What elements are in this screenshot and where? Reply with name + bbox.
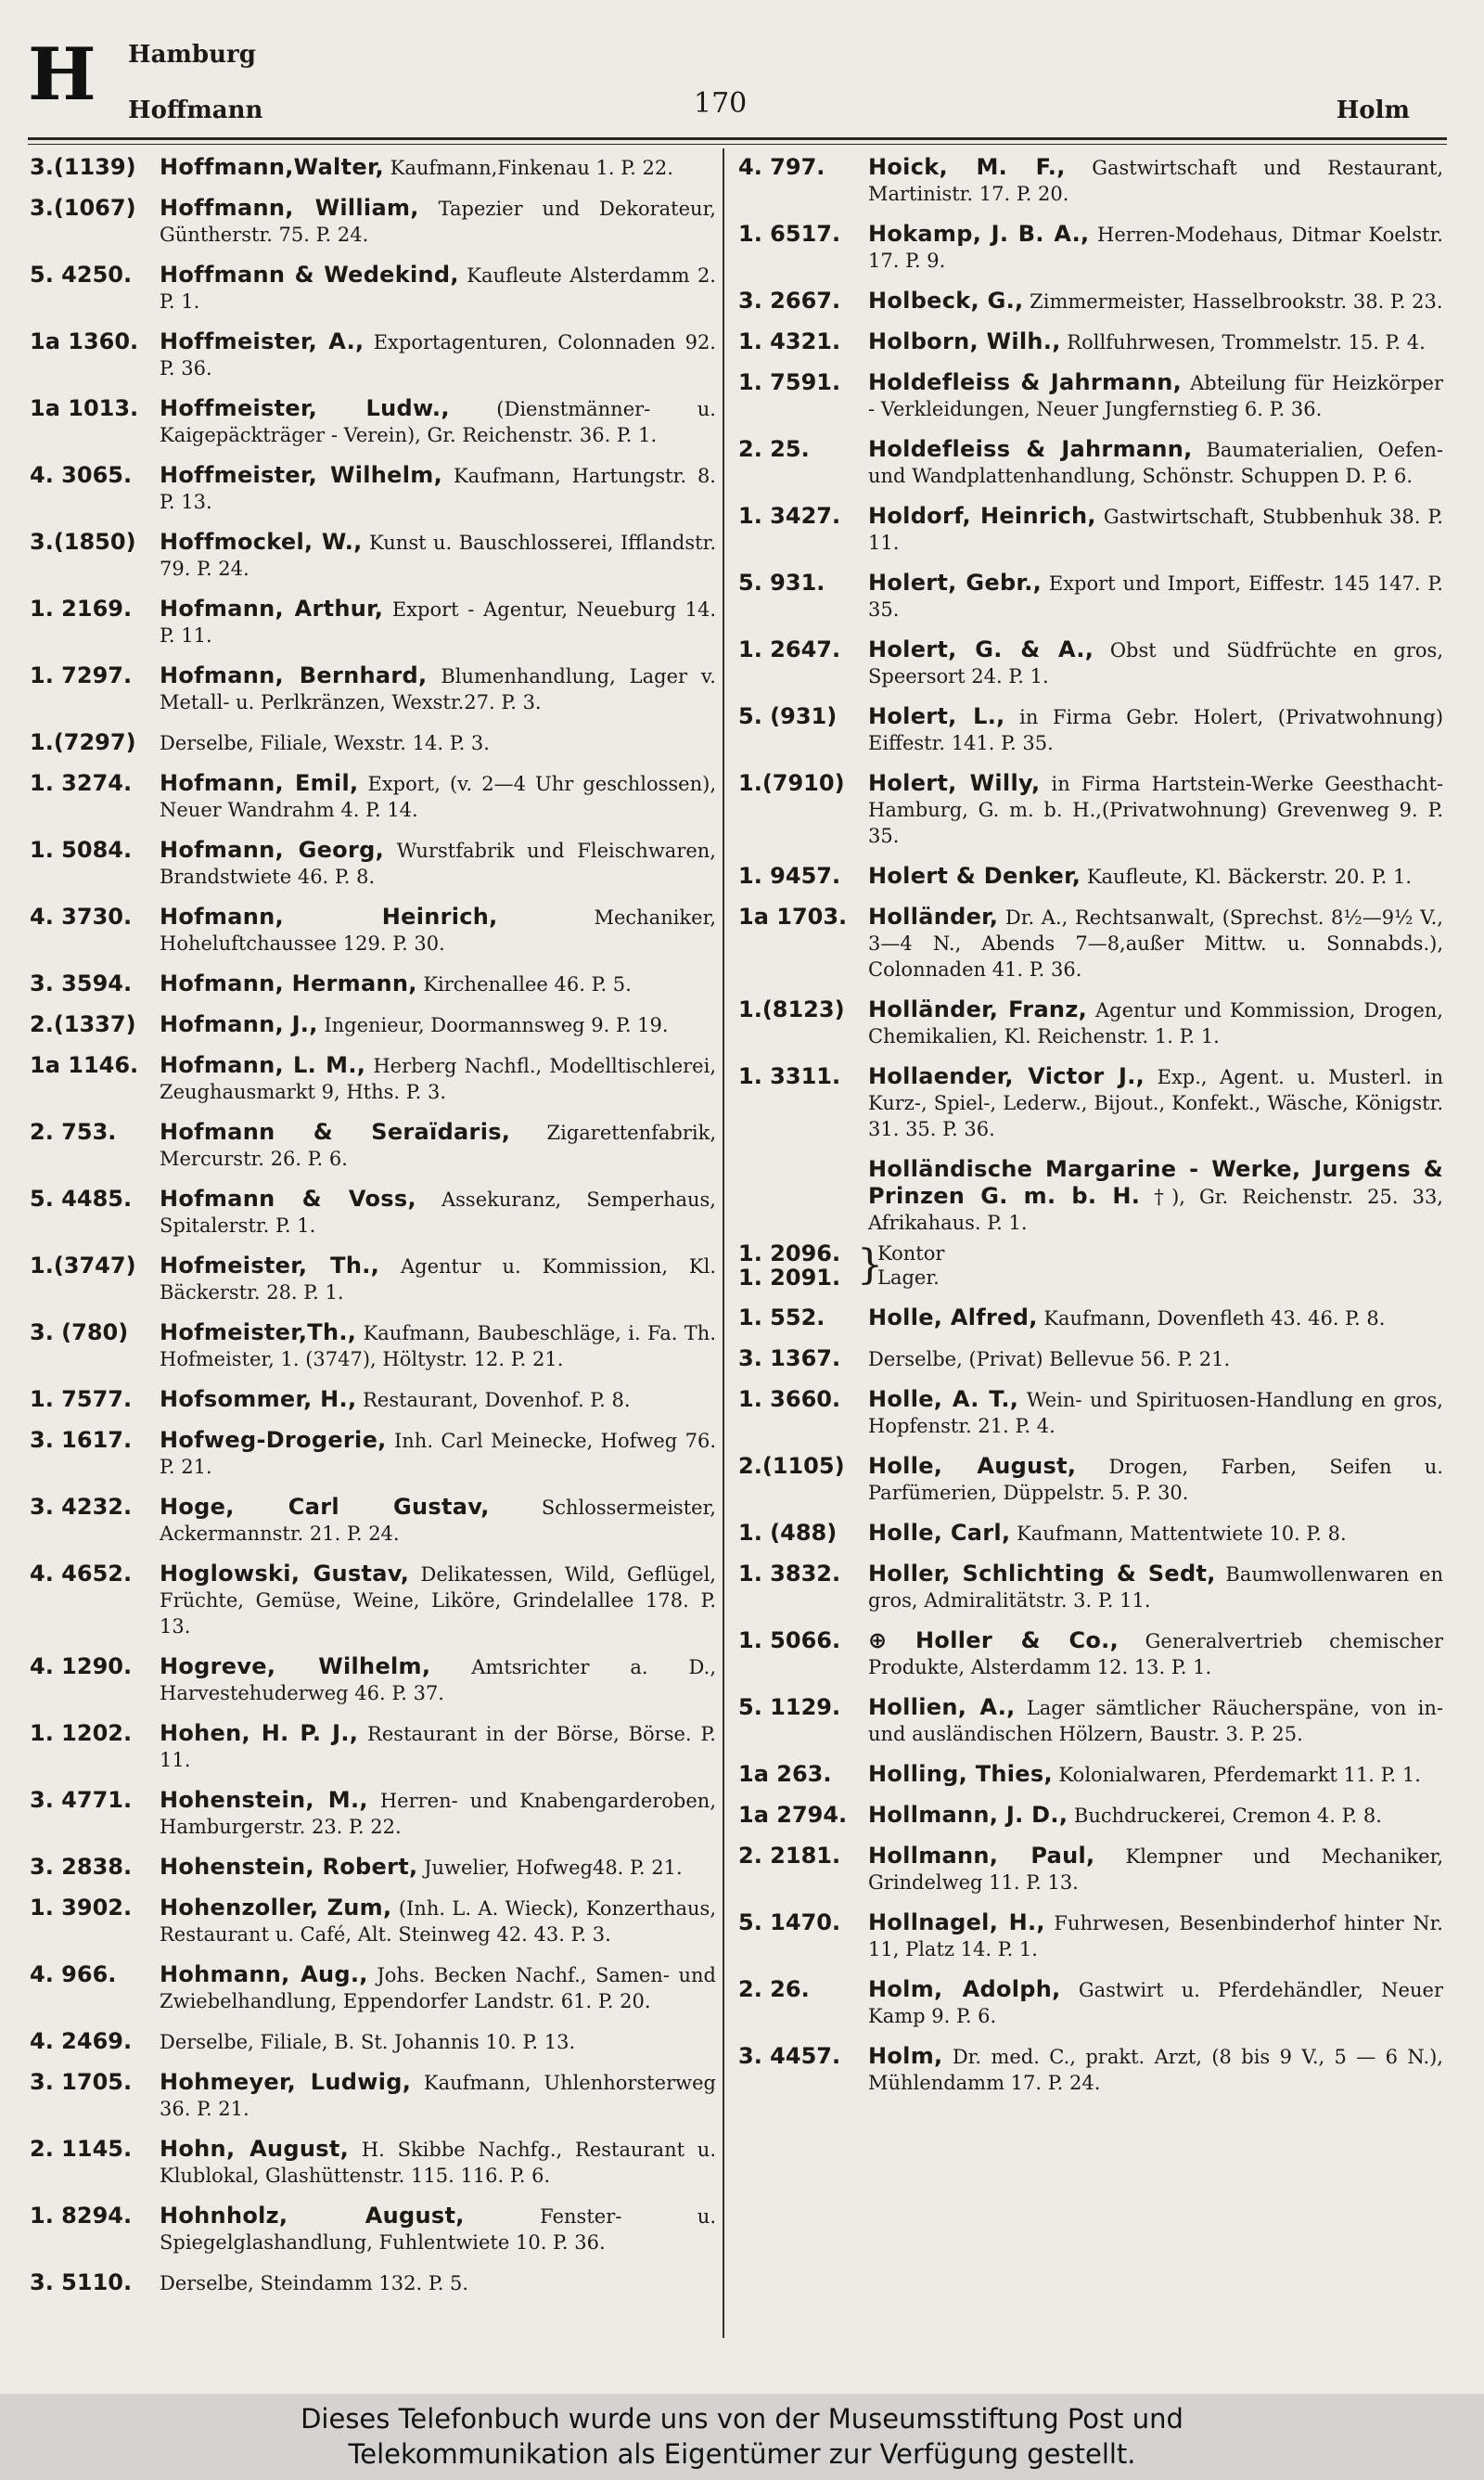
entry-text: Wein- und Spirituosen-Handlung en gros, Hopfenstr. 21. P. 4. (868, 1389, 1443, 1437)
entry-text: Dr. med. C., prakt. Arzt, (8 bis 9 V., 5 — 6 N.), Mühlendamm 17. P. 24. (868, 2046, 1443, 2094)
phone-number: 1. 6517. (738, 221, 841, 247)
phone-number: 1. 4321. (738, 328, 841, 354)
entry-name: Holling, Thies, (868, 1761, 1053, 1787)
directory-entry (30, 1427, 716, 1480)
phone-number: 1. 8294. (30, 2203, 133, 2229)
entry-text: Kaufmann, Dovenfleth 43. 46. P. 8. (1043, 1307, 1386, 1330)
directory-entry (738, 154, 1443, 207)
phone-number: 1. 2647. (738, 636, 841, 662)
directory-entry (738, 1520, 1443, 1547)
entry-text: Export - Agentur, Neueburg 14. P. 11. (160, 598, 716, 647)
entry-text: Agentur u. Kommission, Kl. Bäckerstr. 28. P. 1. (160, 1255, 716, 1304)
directory-entry (738, 1063, 1443, 1142)
column-divider (723, 148, 724, 2338)
phone-number: 1. 5084. (30, 837, 133, 863)
entry-name: Hofmeister,Th., (160, 1319, 357, 1345)
entry-text: Amtsrichter a. D., Harvestehuderweg 46. P. 37. (160, 1656, 716, 1704)
entry-name: Holländer, (868, 904, 999, 930)
directory-entry (738, 436, 1443, 489)
phone-number: 4. 797. (738, 154, 825, 180)
entry-text: Kaufmann, Baubeschläge, i. Fa. Th. Hofmeister, 1. (3747), Höltystr. 12. P. 21. (160, 1322, 716, 1370)
entry-text: Inh. Carl Meinecke, Hofweg 76. P. 21. (160, 1430, 716, 1478)
directory-entry (738, 1304, 1443, 1331)
entry-name: Holdorf, Heinrich, (868, 503, 1096, 529)
footer-line: Telekommunikation als Eigentümer zur Verfügung gestellt. (348, 2438, 1136, 2470)
phone-number: 2.(1337) (30, 1011, 136, 1037)
entry-name: Hollien, A., (868, 1694, 1016, 1720)
entry-text: Export und Import, Eiffestr. 145 147. P. 35. (868, 572, 1443, 621)
phone-number: 3. 1367. (738, 1345, 841, 1371)
entry-name: Holle, August, (868, 1453, 1077, 1479)
margarine-entry (738, 1156, 1443, 1236)
entry-name: Hoffmeister, Ludw., (160, 395, 450, 421)
directory-entry (30, 395, 716, 448)
directory-entry (30, 1895, 716, 1947)
city-heading: Hamburg (128, 41, 256, 69)
phone-number: 5. 931. (738, 570, 825, 596)
directory-entry (738, 369, 1443, 422)
entry-text: Derselbe, Steindamm 132. P. 5. (160, 2272, 469, 2294)
directory-entry (30, 2136, 716, 2189)
phone-number: 3. 5110. (30, 2269, 133, 2295)
entry-text: Tapezier und Dekorateur, Güntherstr. 75. P. 24. (160, 198, 716, 246)
entry-name: Hohenzoller, Zum, (160, 1895, 392, 1921)
entry-name: Holborn, Wilh., (868, 328, 1061, 354)
entry-text: Kirchenallee 46. P. 5. (423, 973, 632, 996)
entry-name: Hoffmann & Wedekind, (160, 262, 459, 288)
directory-entry (30, 837, 716, 890)
entry-text: Gr. Reichenstr. 25. 33, Afrikahaus. P. 1. (868, 1186, 1443, 1234)
entry-name: Hoglowski, Gustav, (160, 1561, 410, 1587)
entry-text: Kolonialwaren, Pferdemarkt 11. P. 1. (1058, 1764, 1421, 1786)
entry-name: Hoffmann, William, (160, 195, 419, 221)
directory-entry (30, 729, 716, 756)
entry-name: Holert, L., (868, 703, 1005, 729)
entry-text: Dr. A., Rechtsanwalt, (Sprechst. 8½—9½ V., 3—4 N., Abends 7—8,außer Mittw. u. Sonnabds.), Colonnaden 41. P. 36. (868, 906, 1443, 981)
phone-number: 1. 2169. (30, 596, 133, 622)
phone-number: 1.(7910) (738, 770, 845, 796)
entry-text: Drogen, Farben, Seifen u. Parfümerien, Düppelstr. 5. P. 30. (868, 1456, 1443, 1504)
entry-text: Kaufmann, Uhlenhorsterweg 36. P. 21. (160, 2072, 716, 2120)
phone-number: 2. 26. (738, 1976, 810, 2002)
entry-name: Hohenstein, Robert, (160, 1854, 418, 1880)
directory-entry (738, 1453, 1443, 1506)
entry-name: Hollnagel, H., (868, 1909, 1045, 1935)
header-rule-thin (28, 144, 1447, 145)
entry-text: Rollfuhrwesen, Trommelstr. 15. P. 4. (1067, 331, 1426, 353)
directory-entry (738, 904, 1443, 983)
entry-text: Kaufmann,Finkenau 1. P. 22. (390, 157, 673, 179)
phone-number: 1. 7591. (738, 369, 841, 395)
entry-text: Herberg Nachfl., Modelltischlerei, Zeughausmarkt 9, Hths. P. 3. (160, 1055, 716, 1103)
phone-number: 5. (931) (738, 703, 838, 729)
entry-text: Zimmermeister, Hasselbrookstr. 38. P. 23. (1030, 290, 1443, 313)
phone-number: 1a 1146. (30, 1052, 139, 1078)
entry-name: Hofmann & Voss, (160, 1186, 416, 1212)
entry-name: Hofmann, Heinrich, (160, 904, 498, 930)
directory-entry (30, 2028, 716, 2055)
entry-name: Hohmann, Aug., (160, 1961, 368, 1987)
directory-entry (738, 1802, 1443, 1829)
directory-entry (738, 1694, 1443, 1747)
phone-number: 1. 3902. (30, 1895, 133, 1921)
entry-text: Generalvertrieb chemischer Produkte, Alsterdamm 12. 13. P. 1. (868, 1630, 1443, 1678)
entry-text: Restaurant, Dovenhof. P. 8. (363, 1389, 631, 1411)
directory-entry (30, 1720, 716, 1773)
phone-number: 3. 1705. (30, 2069, 133, 2095)
directory-entry (30, 1319, 716, 1372)
entry-name: Holler, Schlichting & Sedt, (868, 1561, 1216, 1587)
right-column-bottom (738, 1304, 1443, 2096)
phone-number: 3.(1067) (30, 195, 136, 221)
entry-text: (Dienstmänner- u. Kaigepäckträger - Verein), Gr. Reichenstr. 36. P. 1. (160, 398, 716, 446)
directory-entry (30, 1561, 716, 1639)
entry-name: Hofmann, Emil, (160, 770, 359, 796)
phone-number: 1a 1703. (738, 904, 848, 930)
phone-number: 2. 2181. (738, 1843, 841, 1869)
phone-number: 3.(1139) (30, 154, 136, 180)
phone-number: 3. 1617. (30, 1427, 133, 1453)
phone-number: 1. 2096. (738, 1240, 841, 1266)
directory-entry (738, 1627, 1443, 1680)
phone-number: 2.(1105) (738, 1453, 845, 1479)
range-first-name: Hoffmann (128, 96, 263, 124)
directory-entry (738, 996, 1443, 1049)
directory-entry (30, 596, 716, 649)
number-label: Kontor (877, 1242, 945, 1265)
entry-text: Blumenhandlung, Lager v. Metall- u. Perlkränzen, Wexstr.27. P. 3. (160, 665, 716, 713)
entry-name: Hofmann, Hermann, (160, 970, 417, 996)
phone-number: 1. 3832. (738, 1561, 841, 1587)
entry-text: in Firma Hartstein-Werke Geesthacht-Hamburg, G. m. b. H.,(Privatwohnung) Grevenweg 9. P. 35. (868, 773, 1443, 847)
phone-number: 5. 4485. (30, 1186, 133, 1212)
phone-number: 3. (780) (30, 1319, 129, 1345)
directory-entry (30, 262, 716, 315)
phone-number: 1. 552. (738, 1304, 825, 1330)
directory-entry (30, 1961, 716, 2014)
entry-text: (Inh. L. A. Wieck), Konzerthaus, Restaurant u. Café, Alt. Steinweg 42. 43. P. 3. (160, 1897, 716, 1946)
entry-name: Holert, Gebr., (868, 570, 1043, 596)
entry-text: Exportagenturen, Colonnaden 92. P. 36. (160, 331, 716, 379)
directory-entry (30, 1119, 716, 1172)
entry-text: Zigarettenfabrik, Mercurstr. 26. P. 6. (160, 1122, 716, 1170)
entry-text: Agentur und Kommission, Drogen, Chemikalien, Kl. Reichenstr. 1. P. 1. (868, 999, 1443, 1047)
section-letter: H (28, 32, 96, 117)
directory-entry (738, 2043, 1443, 2096)
entry-text: Gastwirt u. Pferdehändler, Neuer Kamp 9. P. 6. (868, 1979, 1443, 2027)
entry-text: Abteilung für Heizkörper - Verkleidungen, Neuer Jungfernstieg 6. P. 36. (868, 372, 1443, 420)
directory-entry (30, 662, 716, 715)
directory-entry (738, 221, 1443, 274)
phone-number: 4. 1290. (30, 1653, 133, 1679)
entry-name: Holländische Margarine - Werke, Jurgens & Prinzen G. m. b. H. (868, 1156, 1443, 1209)
entry-text: Restaurant in der Börse, Börse. P. 11. (160, 1723, 716, 1771)
entry-text: Derselbe, (Privat) Bellevue 56. P. 21. (868, 1348, 1231, 1370)
entry-name: Hoge, Carl Gustav, (160, 1494, 490, 1520)
right-column (738, 154, 1443, 2110)
entry-name: Hoffmeister, Wilhelm, (160, 462, 442, 488)
phone-number: 3. 4457. (738, 2043, 841, 2069)
phone-number: 1. 1202. (30, 1720, 133, 1746)
phone-number: 3. 4771. (30, 1787, 133, 1813)
phone-number: 1. 5066. (738, 1627, 841, 1653)
entry-name: Hohmeyer, Ludwig, (160, 2069, 412, 2095)
entry-text: Fuhrwesen, Besenbinderhof hinter Nr. 11, Platz 14. P. 1. (868, 1912, 1443, 1960)
directory-entry (738, 1843, 1443, 1895)
footer-note (0, 2394, 1484, 2480)
phone-number: 3. 2667. (738, 288, 841, 314)
phone-number: 4. 966. (30, 1961, 117, 1987)
phone-number: 1a 1013. (30, 395, 139, 421)
directory-entry (738, 1909, 1443, 1962)
directory-entry (30, 2203, 716, 2255)
entry-text: Herren- und Knabengarderoben, Hamburgerstr. 23. P. 22. (160, 1790, 716, 1838)
directory-entry (738, 288, 1443, 315)
entry-text: Schlossermeister, Ackermannstr. 21. P. 24. (160, 1497, 716, 1545)
entry-text: Kaufmann, Mattentwiete 10. P. 8. (1017, 1523, 1347, 1545)
phone-number: 2. 753. (30, 1119, 117, 1145)
directory-entry (30, 1386, 716, 1413)
phone-number: 5. 1129. (738, 1694, 841, 1720)
entry-text: Obst und Südfrüchte en gros, Speersort 24. P. 1. (868, 639, 1443, 687)
directory-entry (738, 703, 1443, 756)
directory-entry (738, 863, 1443, 890)
entry-name: Hofmann, Georg, (160, 837, 384, 863)
entry-name: Hofmann, L. M., (160, 1052, 366, 1078)
entry-text: Wurstfabrik und Fleischwaren, Brandstwiete 46. P. 8. (160, 840, 716, 888)
entry-name: Hofmann, J., (160, 1011, 318, 1037)
entry-name: Hofmann, Bernhard, (160, 662, 428, 688)
directory-entry (30, 2269, 716, 2296)
entry-name: Hogreve, Wilhelm, (160, 1653, 431, 1679)
entry-name: Hokamp, J. B. A., (868, 221, 1090, 247)
entry-name: Hofmann & Seraïdaris, (160, 1119, 511, 1145)
entry-name: Holle, A. T., (868, 1386, 1019, 1412)
entry-name: Hoffmeister, A., (160, 328, 365, 354)
entry-text: Export, (v. 2—4 Uhr geschlossen), Neuer Wandrahm 4. P. 14. (160, 773, 716, 821)
entry-name: Hollmann, Paul, (868, 1843, 1095, 1869)
entry-name: Hoick, M. F., (868, 154, 1066, 180)
phone-number: 1.(7297) (30, 729, 136, 755)
directory-entry (30, 770, 716, 823)
entry-name: Holdefleiss & Jahrmann, (868, 436, 1193, 462)
entry-text: Ingenieur, Doormannsweg 9. P. 19. (324, 1014, 669, 1036)
entry-name: Holle, Alfred, (868, 1304, 1038, 1330)
directory-entry (30, 154, 716, 181)
directory-entry (738, 503, 1443, 556)
directory-entry (30, 1653, 716, 1706)
directory-entry (30, 1854, 716, 1881)
entry-text: Kunst u. Bauschlosserei, Ifflandstr. 79. P. 24. (160, 532, 716, 580)
phone-number: 1. 2091. (738, 1265, 841, 1291)
entry-name: Hofmann, Arthur, (160, 596, 384, 622)
entry-suffix: †), (1154, 1186, 1185, 1208)
directory-entry (738, 328, 1443, 355)
entry-text: Gastwirtschaft, Stubbenhuk 38. P. 11. (868, 506, 1443, 554)
phone-number: 2. 1145. (30, 2136, 133, 2162)
entry-name: ⊕ Holler & Co., (868, 1627, 1119, 1653)
directory-entry (738, 770, 1443, 849)
entry-text: Delikatessen, Wild, Geflügel, Früchte, Gemüse, Weine, Liköre, Grindelallee 178. P. 13. (160, 1563, 716, 1638)
entry-text: Baumwollenwaren en gros, Admiralitätstr. 3. P. 11. (868, 1563, 1443, 1612)
phone-number: 1. 3660. (738, 1386, 841, 1412)
entry-text: Fenster- u. Spiegelglashandlung, Fuhlentwiete 10. P. 36. (160, 2205, 716, 2254)
phone-number: 5. 1470. (738, 1909, 841, 1935)
entry-text: Klempner und Mechaniker, Grindelweg 11. P. 13. (868, 1845, 1443, 1894)
directory-entry (30, 2069, 716, 2122)
directory-entry (30, 1052, 716, 1105)
number-label: Lager. (877, 1266, 940, 1289)
right-column-top (738, 154, 1443, 1142)
phone-number: 1.(8123) (738, 996, 845, 1022)
entry-text: in Firma Gebr. Holert, (Privatwohnung) Eiffestr. 141. P. 35. (868, 706, 1444, 754)
entry-text: Juwelier, Hofweg48. P. 21. (424, 1857, 683, 1879)
entry-name: Hollaender, Victor J., (868, 1063, 1145, 1089)
directory-entry (30, 1787, 716, 1840)
directory-entry (30, 328, 716, 381)
directory-entry (738, 570, 1443, 623)
phone-number: 1.(3747) (30, 1253, 136, 1279)
directory-entry (738, 636, 1443, 689)
page-number: 170 (694, 87, 748, 120)
phone-number: 4. 3065. (30, 462, 133, 488)
directory-entry (30, 904, 716, 957)
brace-glyph: } (857, 1241, 883, 1289)
entry-text: Kaufmann, Hartungstr. 8. P. 13. (160, 465, 716, 513)
directory-entry (30, 195, 716, 248)
entry-text: Gastwirtschaft und Restaurant, Martinistr. 17. P. 20. (868, 157, 1443, 205)
phone-number: 1. 7297. (30, 662, 133, 688)
entry-text: Derselbe, Filiale, Wexstr. 14. P. 3. (160, 732, 490, 754)
phone-number: 1. 3274. (30, 770, 133, 796)
directory-entry (30, 1186, 716, 1239)
directory-entry (738, 1386, 1443, 1439)
entry-text: Derselbe, Filiale, B. St. Johannis 10. P. 13. (160, 2031, 576, 2053)
phone-number: 4. 4652. (30, 1561, 133, 1587)
entry-name: Holm, (868, 2043, 943, 2069)
left-column (30, 154, 716, 2310)
entry-text: Lager sämtlicher Räucherspäne, von in- und ausländischen Hölzern, Baustr. 3. P. 25. (868, 1697, 1443, 1745)
directory-entry (738, 1345, 1443, 1372)
phone-number: 1. 9457. (738, 863, 841, 889)
directory-entry (30, 462, 716, 515)
entry-name: Holdefleiss & Jahrmann, (868, 369, 1182, 395)
phone-number: 1a 1360. (30, 328, 139, 354)
entry-name: Hoffmockel, W., (160, 529, 363, 555)
phone-number: 3. 4232. (30, 1494, 133, 1520)
phone-number: 3. 2838. (30, 1854, 133, 1880)
phone-number: 3. 3594. (30, 970, 133, 996)
entry-text: Herren-Modehaus, Ditmar Koelstr. 17. P. 9. (868, 224, 1443, 272)
range-last-name: Holm (1336, 96, 1410, 124)
entry-name: Hohn, August, (160, 2136, 350, 2162)
entry-name: Hollmann, J. D., (868, 1802, 1068, 1828)
entry-text: Exp., Agent. u. Musterl. in Kurz-, Spiel-, Lederw., Bijout., Konfekt., Wäsche, Königstr. 31. 35. P. 36. (868, 1066, 1443, 1140)
footer-line: Dieses Telefonbuch wurde uns von der Museumsstiftung Post und (301, 2403, 1183, 2435)
phone-number: 1a 263. (738, 1761, 832, 1787)
phone-number: 3.(1850) (30, 529, 136, 555)
entry-text: Buchdruckerei, Cremon 4. P. 8. (1073, 1805, 1382, 1827)
phone-number: 4. 3730. (30, 904, 133, 930)
phone-number: 1. 3427. (738, 503, 841, 529)
entry-name: Hofweg-Drogerie, (160, 1427, 387, 1453)
directory-entry (738, 1761, 1443, 1788)
entry-name: Holert, G. & A., (868, 636, 1094, 662)
margarine-numbers (738, 1241, 1443, 1290)
entry-name: Hohenstein, M., (160, 1787, 368, 1813)
directory-entry (738, 1976, 1443, 2029)
entry-name: Holm, Adolph, (868, 1976, 1061, 2002)
directory-entry (738, 1561, 1443, 1613)
phone-number: 1. (488) (738, 1520, 838, 1546)
directory-entry (30, 970, 716, 997)
phone-number: 4. 2469. (30, 2028, 133, 2054)
entry-text: Kaufleute Alsterdamm 2. P. 1. (160, 264, 716, 313)
entry-text: Kaufleute, Kl. Bäckerstr. 20. P. 1. (1086, 866, 1413, 888)
entry-name: Holert, Willy, (868, 770, 1041, 796)
directory-entry (30, 1494, 716, 1547)
directory-entry (30, 1011, 716, 1038)
entry-name: Holle, Carl, (868, 1520, 1011, 1546)
directory-entry (30, 1253, 716, 1305)
entry-text: Assekuranz, Semperhaus, Spitalerstr. P. 1. (160, 1189, 716, 1237)
entry-name: Holländer, Franz, (868, 996, 1088, 1022)
phone-number: 5. 4250. (30, 262, 133, 288)
phone-number: 1a 2794. (738, 1802, 848, 1828)
phone-number: 1. 3311. (738, 1063, 841, 1089)
entry-text: Johs. Becken Nachf., Samen- und Zwiebelhandlung, Eppendorfer Landstr. 61. P. 20. (160, 1964, 716, 2012)
entry-name: Hohnholz, August, (160, 2203, 465, 2229)
entry-name: Hohen, H. P. J., (160, 1720, 359, 1746)
entry-name: Hoffmann,Walter, (160, 154, 384, 180)
entry-name: Hofsommer, H., (160, 1386, 357, 1412)
entry-name: Holert & Denker, (868, 863, 1081, 889)
entry-text: Baumaterialien, Oefen- und Wandplattenhandlung, Schönstr. Schuppen D. P. 6. (868, 439, 1443, 487)
entry-name: Holbeck, G., (868, 288, 1024, 314)
entry-text: H. Skibbe Nachfg., Restaurant u. Klublokal, Glashüttenstr. 115. 116. P. 6. (160, 2139, 716, 2187)
entry-text: Mechaniker, Hoheluftchaussee 129. P. 30. (160, 906, 716, 955)
phone-number: 2. 25. (738, 436, 810, 462)
directory-entry (30, 529, 716, 582)
header-rule (28, 137, 1447, 140)
phone-number: 1. 7577. (30, 1386, 133, 1412)
entry-name: Hofmeister, Th., (160, 1253, 380, 1279)
